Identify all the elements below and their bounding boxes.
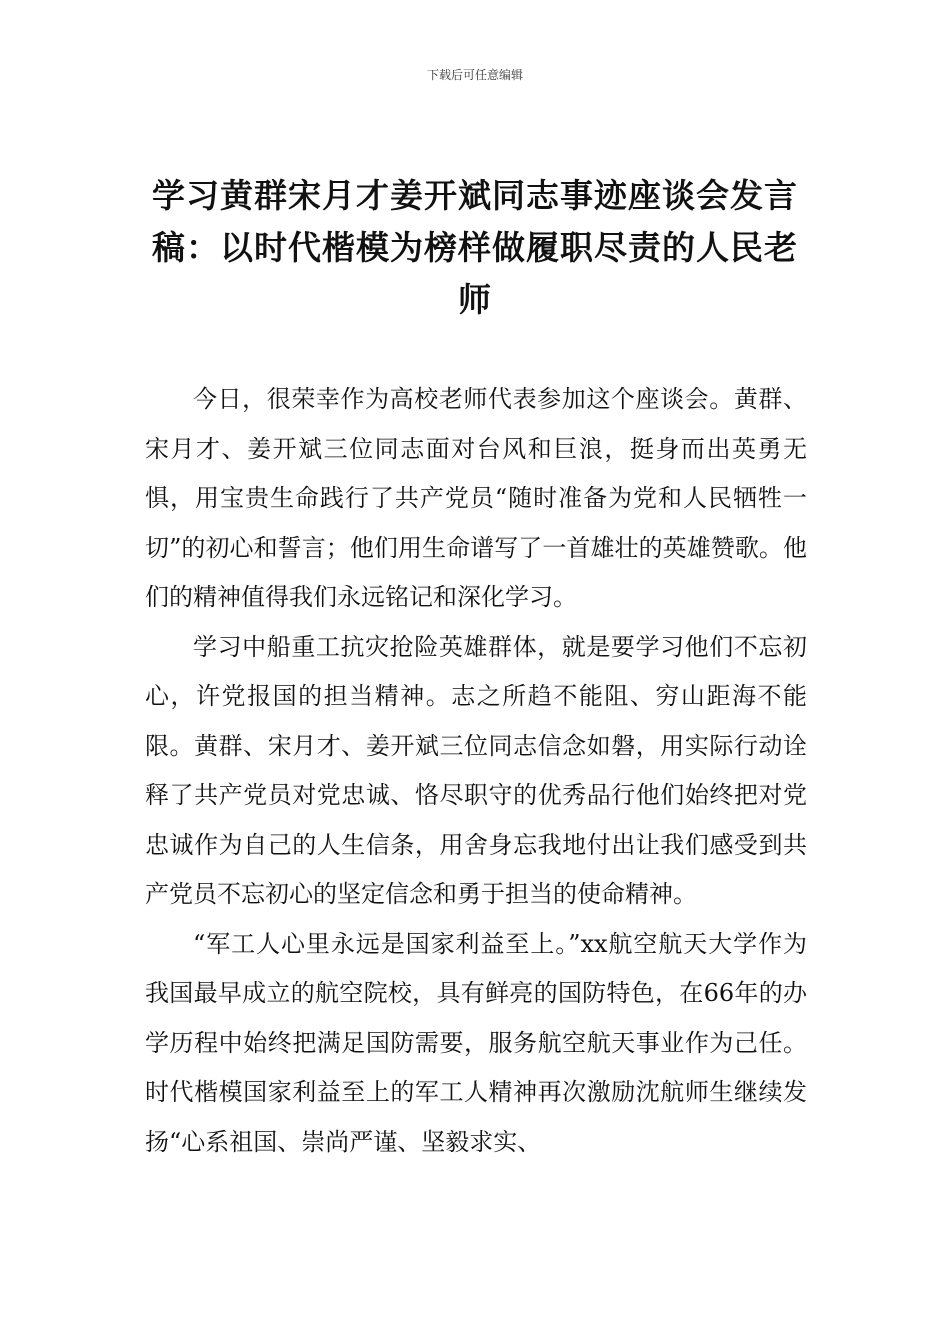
- paragraph: 今日，很荣幸作为高校老师代表参加这个座谈会。黄群、宋月才、姜开斌三位同志面对台风和巨浪，挺身而出英勇无惧，用宝贵生命践行了共产党员“随时准备为党和人民牺牲一切”的初心和誓言；他们用生命谱写了一首雄壮的英雄赞歌。他们的精神值得我们永远铭记和深化学习。: [145, 385, 807, 611]
- paragraph: “军工人心里永远是国家利益至上。”xx航空航天大学作为我国最早成立的航空院校，具有鲜亮的国防特色，在66年的办学历程中始终把满足国防需要，服务航空航天事业作为己任。时代楷模国家利益至上的军工人精神再次激励沈航师生继续发扬“心系祖国、崇尚严谨、坚毅求实、: [145, 929, 807, 1156]
- header-note: 下载后可任意编辑: [426, 68, 523, 82]
- paragraph: 学习中船重工抗灾抢险英雄群体，就是要学习他们不忘初心，许党报国的担当精神。志之所趋不能阻、穷山距海不能限。黄群、宋月才、姜开斌三位同志信念如磐，用实际行动诠释了共产党员对党忠诚、恪尽职守的优秀品行他们始终把对党忠诚作为自己的人生信条，用舍身忘我地付出让我们感受到共产党员不忘初心的坚定信念和勇于担当的使命精神。: [145, 632, 807, 908]
- document-body: [145, 375, 807, 1167]
- document-title: 学习黄群宋月才姜开斌同志事迹座谈会发言稿：以时代楷模为榜样做履职尽责的人民老师: [152, 176, 798, 319]
